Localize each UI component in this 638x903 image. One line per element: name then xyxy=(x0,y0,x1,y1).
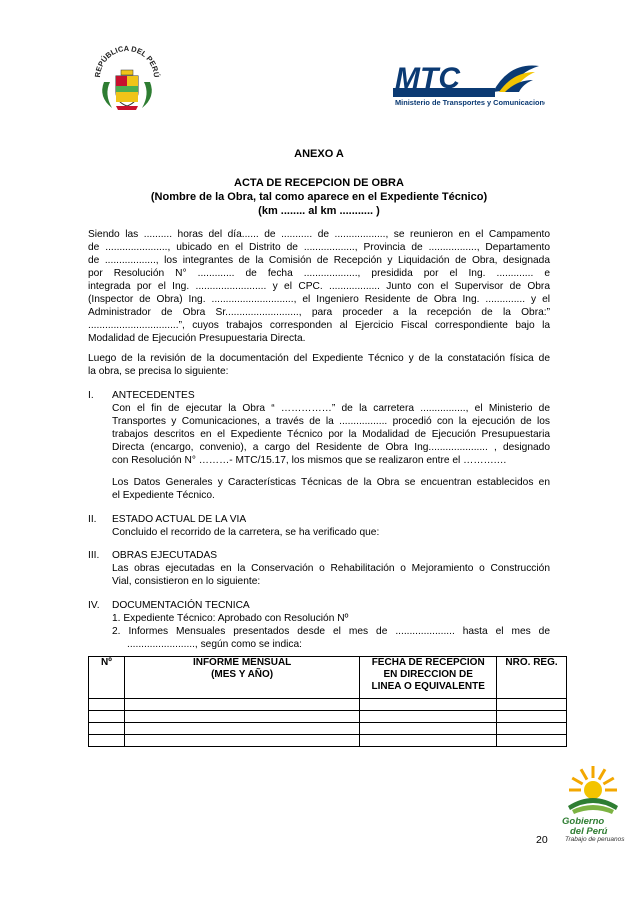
luego-line: la obra, se precisa lo siguiente: xyxy=(88,366,229,377)
section-1-line: con Resolución N° ………- MTC/15.17, los mismos que se realizaron entre el ……….… xyxy=(112,455,507,466)
table-cell xyxy=(124,723,359,735)
table-cell xyxy=(89,699,125,711)
intro-line: ................................”, cuyos trabajos corresponden al Ejercicio Fiscal correspondiente bajo la xyxy=(88,320,550,331)
table-cell xyxy=(89,735,125,747)
intro-line: Siendo las .......... horas del día...... de ........... de .................., se reunieron en el Campamento xyxy=(88,229,550,240)
mtc-logo xyxy=(393,58,545,108)
section-4-item-2-cont: ........................, según como se indica: xyxy=(127,639,302,650)
section-4-item-1: 1. Expediente Técnico: Aprobado con Resolución Nº xyxy=(112,613,349,624)
section-1-line: Directa (encargo, convenio), a cargo del Residente de Obra Ing..................... , designado xyxy=(112,442,550,453)
gob-logo-line1: Gobierno xyxy=(562,816,605,827)
section-1-extra-line: Los Datos Generales y Características Técnicas de la Obra se encuentran establecidos en xyxy=(112,477,550,488)
table-cell xyxy=(360,723,497,735)
intro-line: de .................., los integrantes de la Comisión de Recepción y Liquidación de Obra, designada xyxy=(88,255,550,266)
intro-line: (Inspector de Obra) Ing. ............................., el Ingeniero Residente de Obra Ing. .............. y el xyxy=(88,294,550,305)
table-row xyxy=(89,699,567,711)
mtc-subtitle: Ministerio de Transportes y Comunicaciones xyxy=(395,98,545,107)
table-cell xyxy=(497,711,567,723)
section-3-line: Vial, consistieron en lo siguiente: xyxy=(112,576,261,587)
gob-slogan: Trabajo de peruanos xyxy=(565,836,625,843)
section-1-extra-line: el Expediente Técnico. xyxy=(112,490,215,501)
col-header-fecha: FECHA DE RECEPCION EN DIRECCION DE LINEA O EQUIVALENTE xyxy=(360,657,497,699)
section-4-number: IV. xyxy=(88,600,100,611)
section-1-heading: ANTECEDENTES xyxy=(112,390,195,401)
table-cell xyxy=(360,711,497,723)
table-cell xyxy=(497,723,567,735)
table-cell xyxy=(124,699,359,711)
table-row xyxy=(89,723,567,735)
section-4-item-2: 2. Informes Mensuales presentados desde el mes de ..................... hasta el mes de xyxy=(112,626,550,637)
section-4 xyxy=(112,599,550,651)
table-header-row xyxy=(89,657,567,699)
intro-line: Modalidad de Ejecución Presupuestaria Directa. xyxy=(88,333,306,344)
section-1-line: Transportes y Comunicaciones, a través de la ................. procedió con la ejecución de los xyxy=(112,416,550,427)
luego-line: Luego de la revisión de la documentación del Expediente Técnico y de la constatación física de xyxy=(88,353,550,364)
annex-title: ANEXO A xyxy=(294,148,344,160)
section-1-line: Con el fin de ejecutar la Obra “ ……………” de la carretera ................, el Ministerio de xyxy=(112,403,550,414)
col-header-number: Nº xyxy=(89,657,125,699)
section-3-line: Las obras ejecutadas en la Conservación o Rehabilitación o Mejoramiento o Construcción xyxy=(112,563,550,574)
section-1-number: I. xyxy=(88,390,94,401)
table-cell xyxy=(360,699,497,711)
km-subtitle: (km ........ al km ........... ) xyxy=(258,205,380,217)
section-2-line: Concluido el recorrido de la carretera, se ha verificado que: xyxy=(112,527,380,538)
section-1-line: trabajos descritos en el Expediente Técnico por la Modalidad de Ejecución Presupuestaria xyxy=(112,429,550,440)
mtc-logo-text: MTC xyxy=(395,62,460,95)
intro-line: integrada por el Ing. ......................... y el CPC. .................. Junto con el Supervisor de Obra xyxy=(88,281,550,292)
table-cell xyxy=(89,711,125,723)
obra-name-subtitle: (Nombre de la Obra, tal como aparece en el Expediente Técnico) xyxy=(150,191,488,203)
section-3-number: III. xyxy=(88,550,100,561)
section-2 xyxy=(112,513,550,539)
col-header-informe: INFORME MENSUAL (MES Y AÑO) xyxy=(124,657,359,699)
intro-line: de ......................, ubicado en el Distrito de .................., Provincia de ................., Departamento xyxy=(88,242,550,253)
informes-table xyxy=(88,656,567,747)
section-1 xyxy=(112,389,550,467)
table-cell xyxy=(497,735,567,747)
table-row xyxy=(89,735,567,747)
luego-paragraph xyxy=(88,352,550,378)
page-number: 20 xyxy=(536,834,548,846)
section-3-heading: OBRAS EJECUTADAS xyxy=(112,550,218,561)
table-cell xyxy=(124,735,359,747)
acta-title: ACTA DE RECEPCION DE OBRA xyxy=(234,177,404,189)
intro-line: Administrador de Obra Sr.........................., para proceder a la recepción de la Obra:” xyxy=(88,307,550,318)
section-1-extra xyxy=(112,476,550,502)
table-cell xyxy=(497,699,567,711)
intro-line: por Resolución N° ............. de fecha ..................., presidida por el Ing. ............. e xyxy=(88,268,550,279)
gob-logo-line2: del Perú xyxy=(570,826,608,837)
table-cell xyxy=(124,711,359,723)
section-3 xyxy=(112,549,550,588)
gobierno-peru-logo xyxy=(558,760,628,842)
col-header-nro-reg: NRO. REG. xyxy=(497,657,567,699)
section-2-heading: ESTADO ACTUAL DE LA VIA xyxy=(112,514,247,525)
table-cell xyxy=(89,723,125,735)
seal-text: REPÚBLICA DEL PERÚ xyxy=(92,43,162,78)
section-2-number: II. xyxy=(88,514,97,525)
intro-paragraph xyxy=(88,228,550,345)
peru-seal-logo xyxy=(92,42,162,112)
table-cell xyxy=(360,735,497,747)
table-row xyxy=(89,711,567,723)
section-4-heading: DOCUMENTACIÓN TECNICA xyxy=(112,600,250,611)
